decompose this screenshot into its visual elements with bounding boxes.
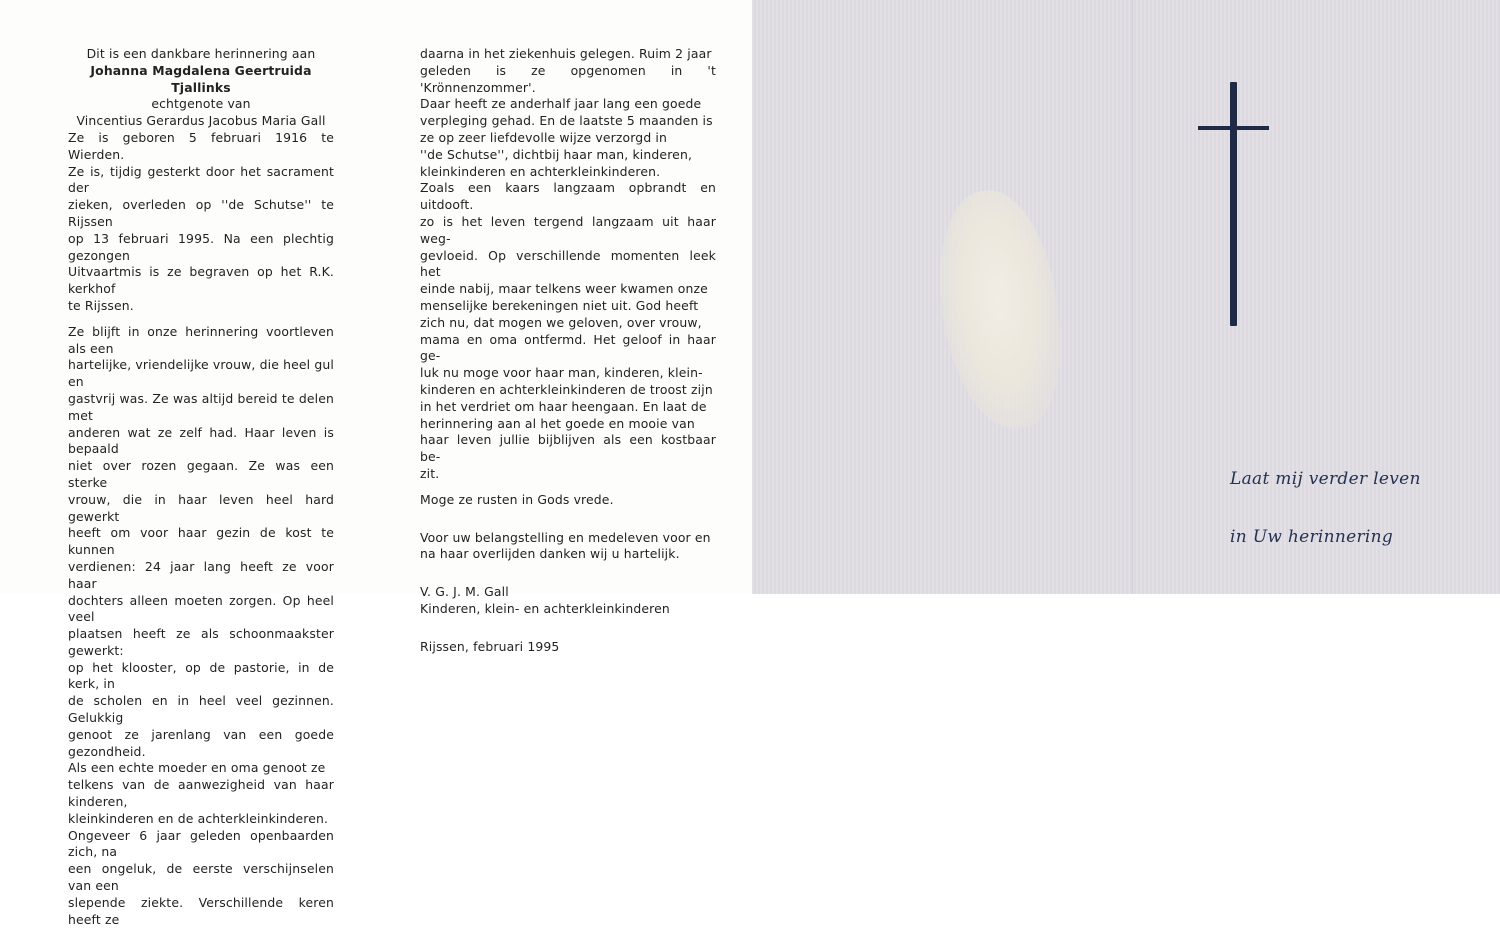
text-line: Ze is, tijdig gesterkt door het sacrament der [68, 163, 334, 196]
text-line: verpleging gehad. En de laatste 5 maanden is [420, 113, 713, 129]
paper-stain [930, 185, 1069, 436]
text-line: zit. [420, 465, 440, 481]
text-line: de scholen en in heel veel gezinnen. Gelukkig [68, 693, 334, 726]
text-line: genoot ze jarenlang van een goede gezondheid. [68, 726, 334, 759]
signature-name: V. G. J. M. Gall [420, 584, 509, 600]
text-line: Daar heeft ze anderhalf jaar lang een goede [420, 96, 702, 112]
text-line: Als een echte moeder en oma genoot ze [68, 760, 326, 776]
text-line: na haar overlijden danken wij u hartelijk. [420, 546, 680, 562]
text-line: hartelijke, vriendelijke vrouw, die heel gul en [68, 357, 334, 390]
text-line: op 13 februari 1995. Na een plechtig gezongen [68, 230, 334, 263]
place-date: Rijssen, februari 1995 [420, 638, 560, 654]
text-line: geleden is ze opgenomen in 't 'Krönnenzommer'. [420, 62, 716, 95]
text-line: ze op zeer liefdevolle wijze verzorgd in [420, 129, 668, 145]
cross-bar [1198, 126, 1269, 130]
biography-paragraph-2 [68, 324, 334, 928]
intro-line: Dit is een dankbare herinnering aan [86, 46, 316, 61]
biography-paragraph-1 [68, 130, 334, 315]
text-line: zo is het leven tergend langzaam uit haar weg- [420, 213, 716, 246]
thanks-paragraph [420, 530, 716, 564]
text-line: kinderen en achterkleinkinderen de troost zijn [420, 381, 713, 397]
text-line: niet over rozen gegaan. Ze was een sterke [68, 458, 334, 490]
biography-paragraph-3 [420, 46, 716, 483]
text-line: heeft om voor haar gezin de kost te kunnen [68, 525, 334, 558]
text-line: slepende ziekte. Verschillende keren heeft ze [68, 894, 334, 927]
text-line: daarna in het ziekenhuis gelegen. Ruim 2 jaar [420, 46, 712, 61]
fold-line [1132, 0, 1133, 594]
memorial-card-cover-page [752, 0, 1500, 594]
text-line: ''de Schutse'', dichtbij haar man, kinderen, [420, 146, 693, 162]
text-line: verdienen: 24 jaar lang heeft ze voor haar [68, 558, 334, 591]
text-line: vrouw, die in haar leven heel hard gewerkt [68, 491, 334, 524]
spouse-label: echtgenote van [151, 96, 251, 112]
cover-script-line-1: Laat mij verder leven [1230, 469, 1421, 489]
text-line: Ongeveer 6 jaar geleden openbaarden zich, na [68, 827, 334, 860]
cross-icon [1230, 82, 1237, 326]
signature-family: Kinderen, klein- en achterkleinkinderen [420, 600, 670, 616]
text-line: anderen wat ze zelf had. Haar leven is bepaald [68, 424, 334, 457]
text-line: Zoals een kaars langzaam opbrandt en uitdooft. [420, 180, 716, 213]
text-line: Uitvaartmis is ze begraven op het R.K. kerkhof [68, 264, 334, 297]
text-line: Ze blijft in onze herinnering voortleven als een [68, 323, 334, 356]
text-line: mama en oma ontfermd. Het geloof in haar ge- [420, 331, 716, 364]
text-line: in het verdriet om haar heengaan. En laat de [420, 398, 707, 414]
text-line: een ongeluk, de eerste verschijnselen van een [68, 861, 334, 894]
text-line: menselijke berekeningen niet uit. God heeft [420, 297, 699, 313]
text-line: zieken, overleden op ''de Schutse'' te Rijssen [68, 197, 334, 229]
text-line: telkens van de aanwezigheid van haar kinderen, [68, 777, 334, 810]
deceased-name: Johanna Magdalena Geertruida Tjallinks [90, 62, 312, 95]
text-line: gastvrij was. Ze was altijd bereid te delen met [68, 390, 334, 423]
cover-script-line-2: in Uw herinnering [1230, 527, 1394, 547]
text-line: op het klooster, op de pastorie, in de kerk, in [68, 659, 334, 692]
text-column-left [68, 46, 334, 928]
text-line: zich nu, dat mogen we geloven, over vrouw, [420, 314, 702, 330]
text-line: dochters alleen moeten zorgen. Op heel veel [68, 592, 334, 625]
text-line: Ze is geboren 5 februari 1916 te Wierden. [68, 129, 334, 162]
text-line: gevloeid. Op verschillende momenten leek het [420, 247, 716, 280]
rest-in-peace-line: Moge ze rusten in Gods vrede. [420, 491, 614, 507]
spouse-name: Vincentius Gerardus Jacobus Maria Gall [76, 113, 326, 129]
text-line: einde nabij, maar telkens weer kwamen onze [420, 281, 708, 297]
text-line: luk nu moge voor haar man, kinderen, klein- [420, 365, 703, 381]
text-line: te Rijssen. [68, 297, 134, 313]
text-line: kleinkinderen en de achterkleinkinderen. [68, 810, 329, 826]
text-column-right [420, 46, 716, 656]
text-line: herinnering aan al het goede en mooie van [420, 415, 695, 431]
text-line: haar leven jullie bijblijven als een kostbaar be- [420, 432, 716, 465]
text-line: Voor uw belangstelling en medeleven voor en [420, 529, 711, 545]
text-line: plaatsen heeft ze als schoonmaakster gewerkt: [68, 626, 334, 658]
text-line: kleinkinderen en achterkleinkinderen. [420, 163, 661, 179]
